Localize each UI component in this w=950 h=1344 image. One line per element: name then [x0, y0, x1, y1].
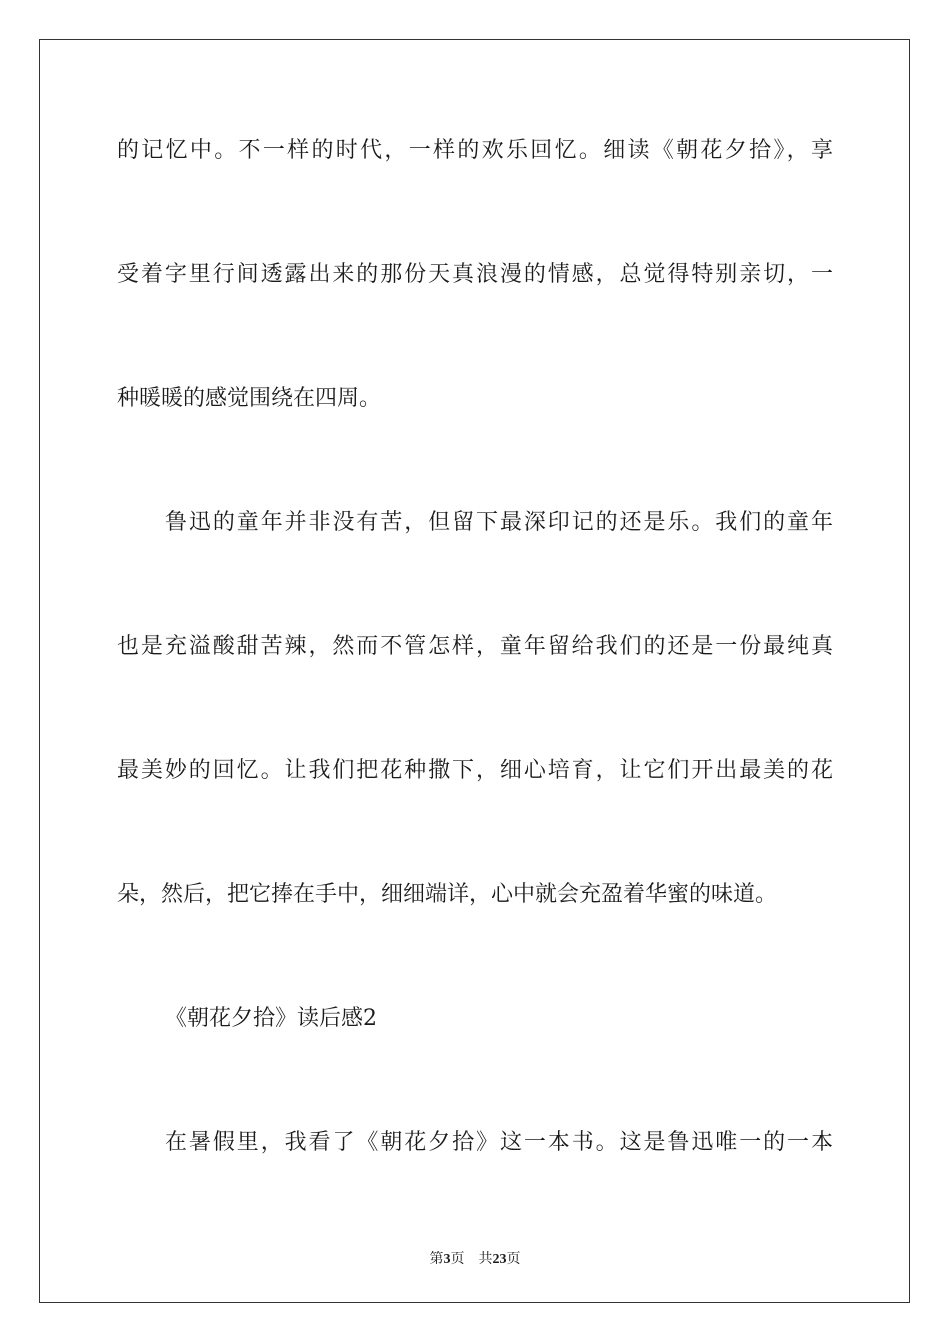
- body-line: 鲁迅的童年并非没有苦，但留下最深印记的还是乐。我们的童年: [165, 510, 833, 535]
- body-line: 最美妙的回忆。让我们把花种撒下，细心培育，让它们开出最美的花: [117, 758, 833, 783]
- page-label-prefix: 第: [429, 1252, 444, 1267]
- section-heading: 《朝花夕拾》读后感2: [165, 1006, 377, 1031]
- body-line: 的记忆中。不一样的时代，一样的欢乐回忆。细读《朝花夕拾》，享: [117, 138, 833, 163]
- current-page-number: 3: [443, 1252, 451, 1267]
- total-label-suffix: 页: [506, 1252, 521, 1267]
- page-footer: [0, 1248, 950, 1268]
- page-border: [39, 39, 910, 1303]
- page-label-suffix: 页: [450, 1252, 465, 1267]
- body-line: 也是充溢酸甜苦辣，然而不管怎样，童年留给我们的还是一份最纯真: [117, 634, 833, 659]
- body-line: 朵，然后，把它捧在手中，细细端详，心中就会充盈着华蜜的味道。: [117, 882, 778, 907]
- body-line: 种暖暖的感觉围绕在四周。: [117, 386, 382, 411]
- total-label-prefix: 共: [478, 1252, 493, 1267]
- body-line: 在暑假里，我看了《朝花夕拾》这一本书。这是鲁迅唯一的一本: [165, 1130, 833, 1155]
- body-line: 受着字里行间透露出来的那份天真浪漫的情感，总觉得特别亲切，一: [117, 262, 833, 287]
- total-page-count: 23: [492, 1252, 507, 1267]
